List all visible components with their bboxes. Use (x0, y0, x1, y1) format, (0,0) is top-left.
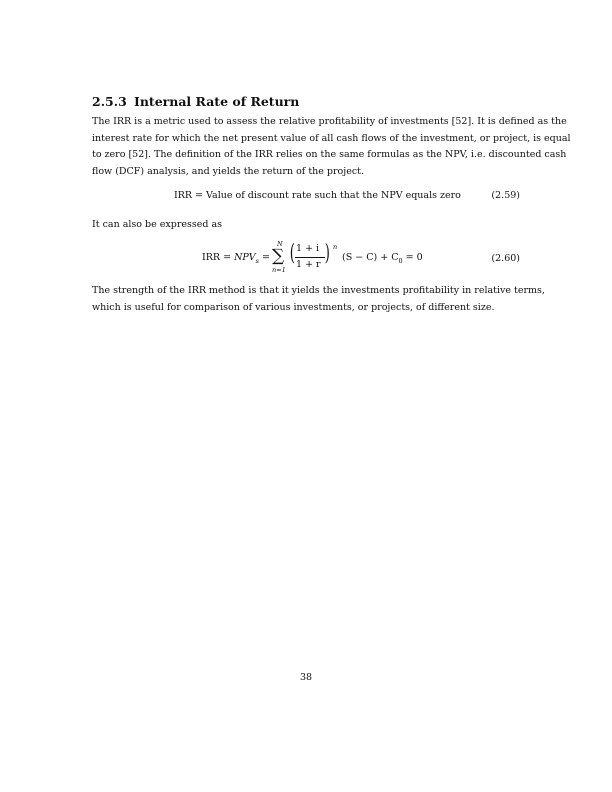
equation-lhs-text: IRR = (202, 252, 235, 263)
paragraph-line: flow (DCF) analysis, and yields the return of the project. (92, 165, 364, 177)
equation-tail-text: (S − C) + C (342, 252, 399, 263)
sum-upper-limit: N (277, 240, 283, 248)
sum-lower-limit: n=1 (272, 266, 286, 274)
page-number: 38 (299, 672, 313, 683)
npv-subscript: s (255, 256, 259, 265)
exponent: n (333, 243, 338, 251)
equation-2-60 (92, 238, 520, 276)
equation-number: (2.59) (491, 190, 520, 201)
paragraph-irr-strength (92, 283, 545, 316)
paragraph-line: The IRR is a metric used to assess the relative profitability of investments [52]. It is defined as the (92, 116, 567, 127)
paragraph-line: which is useful for comparison of various investments, or projects, of different size. (92, 301, 495, 313)
paragraph-line: to zero [52]. The definition of the IRR relies on the same formulas as the NPV, i.e. discounted cash (92, 149, 567, 161)
summation-sign: ∑ (272, 246, 285, 266)
paragraph-line: It can also be expressed as (92, 219, 222, 230)
paragraph-expressed-as (92, 217, 520, 234)
c-subscript: 0 (398, 256, 403, 265)
fraction-numerator: 1 + i (296, 243, 320, 254)
right-parenthesis: ) (324, 241, 330, 266)
equals-sign: = (258, 252, 270, 263)
npv-symbol: NPV (234, 252, 256, 263)
section-title: Internal Rate of Return (134, 94, 300, 109)
paragraph-line: The strength of the IRR method is that it yields the investments profitability in relative terms, (92, 285, 545, 296)
paragraph-line: interest rate for which the net present value of all cash flows of the investment, or project, is equal (92, 132, 571, 144)
equation-2-59 (92, 190, 520, 204)
equation-number: (2.60) (491, 253, 520, 264)
section-heading (92, 94, 299, 109)
section-number: 2.5.3 (92, 94, 127, 109)
equation-tail (342, 252, 423, 265)
equation-body: IRR = Value of discount rate such that the NPV equals zero (174, 190, 461, 201)
fraction-denominator: 1 + r (296, 259, 321, 270)
equals-zero: = 0 (402, 252, 423, 263)
fraction-bar (295, 257, 325, 258)
equation-lhs (202, 252, 270, 265)
paragraph-irr-definition (92, 114, 571, 180)
left-parenthesis: ( (289, 241, 295, 266)
